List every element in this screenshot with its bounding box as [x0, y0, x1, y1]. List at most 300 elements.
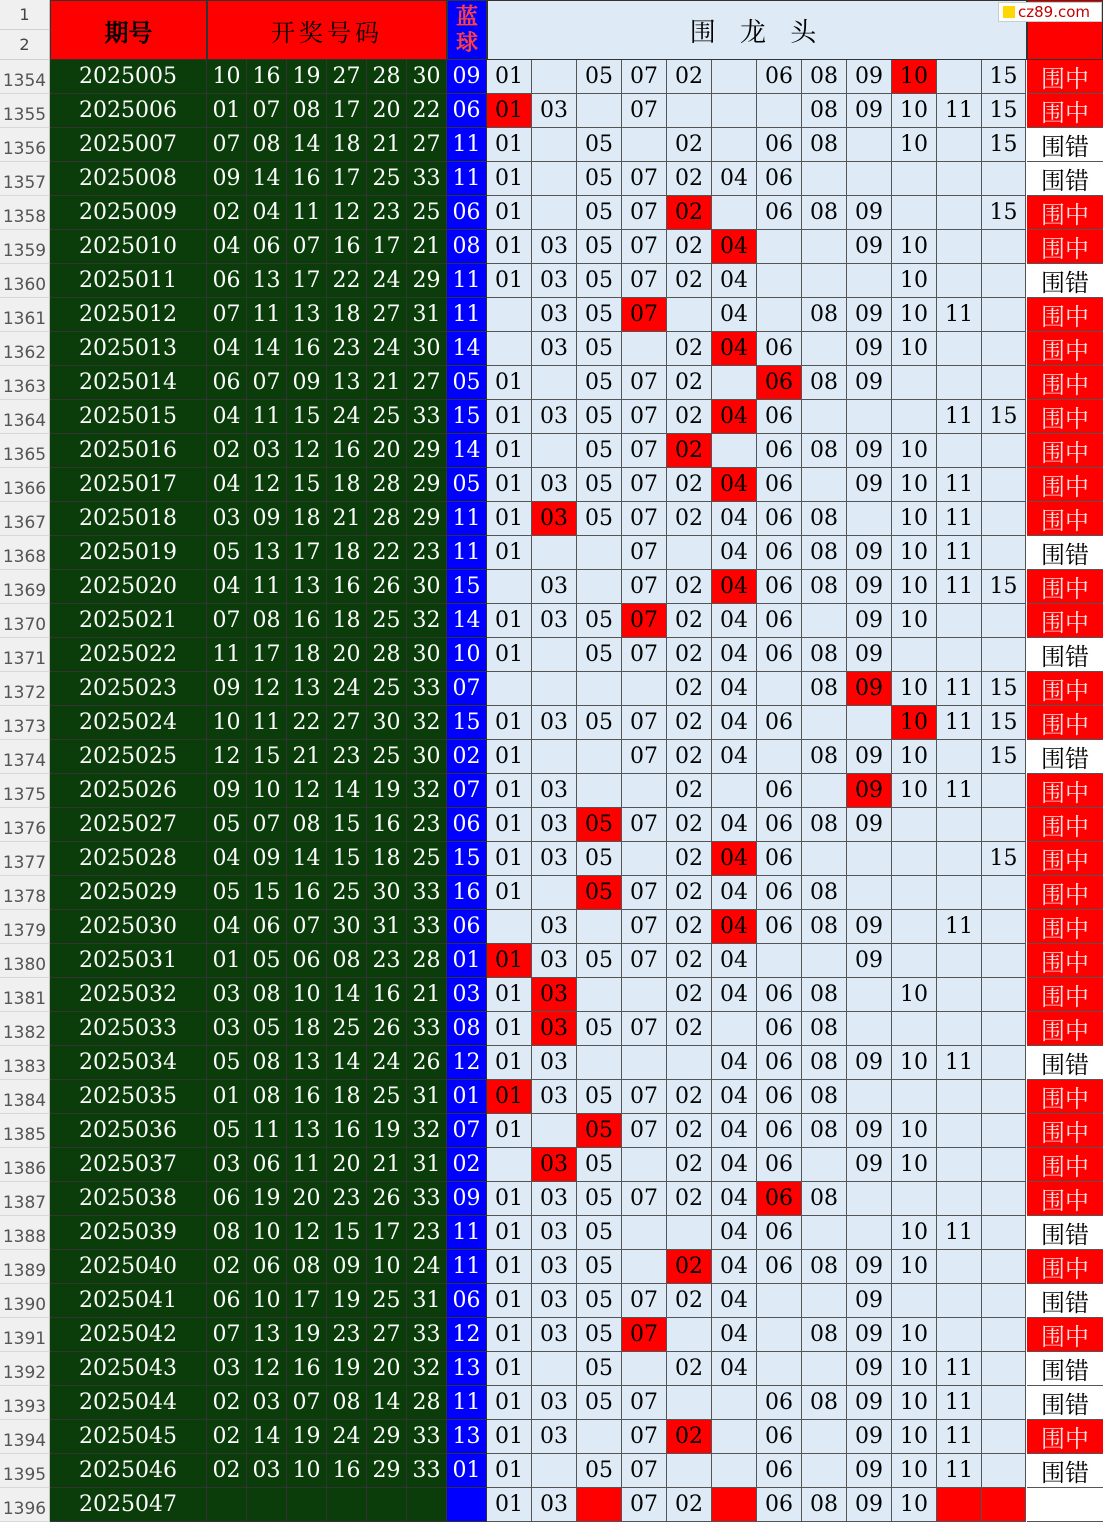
weilongtou-cell[interactable]: 01 — [487, 162, 532, 196]
blue-ball-cell[interactable]: 14 — [447, 332, 487, 366]
weilongtou-cell[interactable] — [982, 434, 1026, 468]
weilongtou-cell[interactable]: 07 — [622, 1488, 667, 1522]
weilongtou-cell[interactable]: 02 — [667, 1182, 712, 1216]
weilongtou-cell[interactable] — [667, 536, 712, 570]
weilongtou-cell[interactable]: 08 — [802, 1250, 847, 1284]
winning-number-cell[interactable]: 11 — [287, 196, 327, 230]
weilongtou-cell[interactable]: 02 — [667, 366, 712, 400]
winning-number-cell[interactable]: 23 — [327, 1182, 367, 1216]
winning-number-cell[interactable]: 02 — [207, 196, 247, 230]
winning-number-cell[interactable]: 06 — [287, 944, 327, 978]
weilongtou-cell[interactable] — [937, 1250, 982, 1284]
weilongtou-cell[interactable]: 03 — [532, 944, 577, 978]
winning-number-cell[interactable]: 31 — [407, 298, 447, 332]
weilongtou-cell[interactable]: 11 — [937, 910, 982, 944]
winning-number-cell[interactable]: 27 — [367, 298, 407, 332]
weilongtou-cell[interactable] — [757, 298, 802, 332]
weilongtou-cell[interactable]: 11 — [937, 468, 982, 502]
weilongtou-cell[interactable]: 03 — [532, 1216, 577, 1250]
weilongtou-cell[interactable]: 06 — [757, 638, 802, 672]
weilongtou-cell[interactable]: 08 — [802, 978, 847, 1012]
winning-number-cell[interactable]: 30 — [407, 740, 447, 774]
blue-ball-cell[interactable]: 06 — [447, 94, 487, 128]
weilongtou-cell[interactable]: 02 — [667, 1114, 712, 1148]
weilongtou-cell[interactable]: 02 — [667, 434, 712, 468]
winning-number-cell[interactable]: 31 — [367, 910, 407, 944]
weilongtou-cell[interactable]: 03 — [532, 1012, 577, 1046]
period-cell[interactable]: 2025026 — [50, 774, 207, 808]
weilongtou-cell[interactable] — [937, 1148, 982, 1182]
weilongtou-cell[interactable]: 09 — [847, 740, 892, 774]
weilongtou-cell[interactable]: 15 — [982, 400, 1026, 434]
weilongtou-cell[interactable]: 01 — [487, 264, 532, 298]
winning-number-cell[interactable]: 05 — [247, 1012, 287, 1046]
weilongtou-cell[interactable]: 02 — [667, 706, 712, 740]
winning-number-cell[interactable]: 05 — [207, 1114, 247, 1148]
weilongtou-cell[interactable] — [982, 1046, 1026, 1080]
weilongtou-cell[interactable] — [982, 604, 1026, 638]
winning-number-cell[interactable]: 25 — [407, 842, 447, 876]
winning-number-cell[interactable]: 16 — [367, 808, 407, 842]
winning-number-cell[interactable]: 04 — [207, 230, 247, 264]
weilongtou-cell[interactable]: 05 — [577, 808, 622, 842]
weilongtou-cell[interactable]: 05 — [577, 502, 622, 536]
winning-number-cell[interactable]: 13 — [287, 672, 327, 706]
weilongtou-cell[interactable] — [847, 978, 892, 1012]
weilongtou-cell[interactable] — [982, 1488, 1026, 1522]
weilongtou-cell[interactable] — [712, 1012, 757, 1046]
weilongtou-cell[interactable] — [577, 1046, 622, 1080]
weilongtou-cell[interactable] — [802, 162, 847, 196]
weilongtou-cell[interactable]: 10 — [892, 60, 937, 94]
weilongtou-cell[interactable]: 01 — [487, 1012, 532, 1046]
winning-number-cell[interactable]: 30 — [407, 638, 447, 672]
winning-number-cell[interactable]: 13 — [247, 1318, 287, 1352]
winning-number-cell[interactable]: 12 — [247, 672, 287, 706]
result-cell[interactable]: 围中 — [1027, 1182, 1103, 1216]
weilongtou-cell[interactable]: 04 — [712, 1114, 757, 1148]
winning-number-cell[interactable]: 33 — [407, 400, 447, 434]
weilongtou-cell[interactable]: 01 — [487, 808, 532, 842]
weilongtou-cell[interactable]: 11 — [937, 1046, 982, 1080]
weilongtou-cell[interactable]: 11 — [937, 94, 982, 128]
weilongtou-cell[interactable] — [577, 672, 622, 706]
weilongtou-cell[interactable] — [847, 502, 892, 536]
weilongtou-cell[interactable]: 02 — [667, 332, 712, 366]
weilongtou-cell[interactable]: 01 — [487, 468, 532, 502]
weilongtou-cell[interactable]: 07 — [622, 400, 667, 434]
weilongtou-cell[interactable] — [667, 94, 712, 128]
weilongtou-cell[interactable]: 10 — [892, 298, 937, 332]
result-cell[interactable]: 围中 — [1027, 1148, 1103, 1182]
weilongtou-cell[interactable]: 07 — [622, 1420, 667, 1454]
weilongtou-cell[interactable]: 04 — [712, 910, 757, 944]
winning-number-cell[interactable]: 02 — [207, 434, 247, 468]
result-cell[interactable]: 围错 — [1027, 264, 1103, 298]
weilongtou-cell[interactable]: 09 — [847, 332, 892, 366]
period-cell[interactable]: 2025030 — [50, 910, 207, 944]
weilongtou-cell[interactable] — [802, 468, 847, 502]
weilongtou-cell[interactable] — [847, 162, 892, 196]
winning-number-cell[interactable]: 09 — [207, 162, 247, 196]
winning-number-cell[interactable]: 08 — [247, 978, 287, 1012]
result-cell[interactable]: 围中 — [1027, 910, 1103, 944]
winning-number-cell[interactable]: 06 — [247, 910, 287, 944]
winning-number-cell[interactable]: 16 — [327, 434, 367, 468]
weilongtou-cell[interactable] — [847, 1216, 892, 1250]
winning-number-cell[interactable]: 09 — [327, 1250, 367, 1284]
winning-number-cell[interactable]: 22 — [407, 94, 447, 128]
weilongtou-cell[interactable]: 15 — [982, 570, 1026, 604]
weilongtou-cell[interactable]: 04 — [712, 400, 757, 434]
blue-ball-cell[interactable]: 11 — [447, 502, 487, 536]
weilongtou-cell[interactable] — [982, 1454, 1026, 1488]
winning-number-cell[interactable]: 18 — [327, 468, 367, 502]
weilongtou-cell[interactable] — [892, 162, 937, 196]
weilongtou-cell[interactable] — [982, 1012, 1026, 1046]
weilongtou-cell[interactable]: 01 — [487, 400, 532, 434]
weilongtou-cell[interactable]: 01 — [487, 1284, 532, 1318]
weilongtou-cell[interactable] — [802, 1454, 847, 1488]
weilongtou-cell[interactable] — [532, 434, 577, 468]
winning-number-cell[interactable]: 12 — [247, 468, 287, 502]
weilongtou-cell[interactable] — [712, 1386, 757, 1420]
winning-number-cell[interactable]: 04 — [207, 842, 247, 876]
weilongtou-cell[interactable]: 10 — [892, 1352, 937, 1386]
weilongtou-cell[interactable]: 09 — [847, 1114, 892, 1148]
winning-number-cell[interactable]: 23 — [407, 1216, 447, 1250]
weilongtou-cell[interactable]: 04 — [712, 298, 757, 332]
weilongtou-cell[interactable]: 02 — [667, 944, 712, 978]
weilongtou-cell[interactable] — [757, 1284, 802, 1318]
blue-ball-cell[interactable]: 11 — [447, 264, 487, 298]
weilongtou-cell[interactable]: 08 — [802, 570, 847, 604]
weilongtou-cell[interactable] — [982, 536, 1026, 570]
winning-number-cell[interactable]: 25 — [367, 1284, 407, 1318]
weilongtou-cell[interactable]: 04 — [712, 1284, 757, 1318]
blue-ball-cell[interactable]: 11 — [447, 1216, 487, 1250]
weilongtou-cell[interactable]: 15 — [982, 842, 1026, 876]
weilongtou-cell[interactable] — [532, 128, 577, 162]
weilongtou-cell[interactable]: 08 — [802, 1012, 847, 1046]
weilongtou-cell[interactable]: 05 — [577, 706, 622, 740]
blue-ball-cell[interactable]: 06 — [447, 808, 487, 842]
winning-number-cell[interactable]: 09 — [247, 502, 287, 536]
period-cell[interactable]: 2025019 — [50, 536, 207, 570]
weilongtou-cell[interactable] — [577, 1488, 622, 1522]
winning-number-cell[interactable]: 04 — [247, 196, 287, 230]
weilongtou-cell[interactable] — [937, 740, 982, 774]
winning-number-cell[interactable]: 03 — [207, 978, 247, 1012]
winning-number-cell[interactable]: 24 — [327, 1420, 367, 1454]
winning-number-cell[interactable]: 25 — [327, 876, 367, 910]
weilongtou-cell[interactable] — [532, 638, 577, 672]
weilongtou-cell[interactable] — [802, 944, 847, 978]
weilongtou-cell[interactable] — [982, 298, 1026, 332]
winning-number-cell[interactable]: 24 — [407, 1250, 447, 1284]
blue-ball-cell[interactable]: 07 — [447, 774, 487, 808]
weilongtou-cell[interactable] — [937, 230, 982, 264]
winning-number-cell[interactable]: 13 — [247, 536, 287, 570]
weilongtou-cell[interactable] — [847, 842, 892, 876]
weilongtou-cell[interactable]: 10 — [892, 672, 937, 706]
weilongtou-cell[interactable]: 05 — [577, 162, 622, 196]
weilongtou-cell[interactable]: 04 — [712, 876, 757, 910]
blue-ball-cell[interactable]: 11 — [447, 1250, 487, 1284]
weilongtou-cell[interactable] — [802, 1148, 847, 1182]
period-cell[interactable]: 2025011 — [50, 264, 207, 298]
weilongtou-cell[interactable]: 08 — [802, 1114, 847, 1148]
weilongtou-cell[interactable] — [937, 808, 982, 842]
period-cell[interactable]: 2025038 — [50, 1182, 207, 1216]
winning-number-cell[interactable]: 09 — [207, 774, 247, 808]
weilongtou-cell[interactable] — [802, 1352, 847, 1386]
weilongtou-cell[interactable]: 02 — [667, 196, 712, 230]
winning-number-cell[interactable] — [287, 1488, 327, 1522]
period-cell[interactable]: 2025013 — [50, 332, 207, 366]
weilongtou-cell[interactable] — [847, 1182, 892, 1216]
winning-number-cell[interactable]: 12 — [207, 740, 247, 774]
weilongtou-cell[interactable] — [982, 1114, 1026, 1148]
winning-number-cell[interactable]: 25 — [367, 162, 407, 196]
weilongtou-cell[interactable] — [577, 570, 622, 604]
weilongtou-cell[interactable]: 04 — [712, 536, 757, 570]
weilongtou-cell[interactable]: 06 — [757, 808, 802, 842]
weilongtou-cell[interactable]: 02 — [667, 842, 712, 876]
result-cell[interactable]: 围中 — [1027, 60, 1103, 94]
result-cell[interactable]: 围中 — [1027, 672, 1103, 706]
weilongtou-cell[interactable] — [982, 264, 1026, 298]
weilongtou-cell[interactable]: 02 — [667, 468, 712, 502]
winning-number-cell[interactable]: 19 — [247, 1182, 287, 1216]
weilongtou-cell[interactable]: 01 — [487, 1250, 532, 1284]
winning-number-cell[interactable]: 17 — [327, 162, 367, 196]
blue-ball-cell[interactable]: 15 — [447, 842, 487, 876]
blue-ball-cell[interactable]: 13 — [447, 1352, 487, 1386]
weilongtou-cell[interactable]: 04 — [712, 332, 757, 366]
winning-number-cell[interactable]: 03 — [207, 1352, 247, 1386]
result-cell[interactable]: 围错 — [1027, 1046, 1103, 1080]
weilongtou-cell[interactable]: 08 — [802, 1488, 847, 1522]
weilongtou-cell[interactable] — [847, 1080, 892, 1114]
weilongtou-cell[interactable]: 02 — [667, 1080, 712, 1114]
result-cell[interactable]: 围中 — [1027, 1250, 1103, 1284]
weilongtou-cell[interactable]: 05 — [577, 1012, 622, 1046]
weilongtou-cell[interactable] — [802, 604, 847, 638]
weilongtou-cell[interactable]: 04 — [712, 468, 757, 502]
weilongtou-cell[interactable] — [937, 1284, 982, 1318]
period-cell[interactable]: 2025046 — [50, 1454, 207, 1488]
winning-number-cell[interactable]: 24 — [327, 400, 367, 434]
blue-ball-cell[interactable]: 16 — [447, 876, 487, 910]
weilongtou-cell[interactable] — [667, 298, 712, 332]
weilongtou-cell[interactable] — [487, 298, 532, 332]
winning-number-cell[interactable]: 23 — [407, 808, 447, 842]
weilongtou-cell[interactable]: 04 — [712, 570, 757, 604]
weilongtou-cell[interactable]: 10 — [892, 1216, 937, 1250]
weilongtou-cell[interactable]: 04 — [712, 264, 757, 298]
weilongtou-cell[interactable]: 02 — [667, 910, 712, 944]
winning-number-cell[interactable]: 14 — [247, 162, 287, 196]
winning-number-cell[interactable]: 27 — [367, 1318, 407, 1352]
winning-number-cell[interactable]: 32 — [407, 604, 447, 638]
winning-number-cell[interactable]: 12 — [287, 1216, 327, 1250]
weilongtou-cell[interactable]: 07 — [622, 876, 667, 910]
weilongtou-cell[interactable]: 03 — [532, 264, 577, 298]
weilongtou-cell[interactable] — [712, 434, 757, 468]
weilongtou-cell[interactable] — [982, 1182, 1026, 1216]
result-cell[interactable]: 围中 — [1027, 400, 1103, 434]
winning-number-cell[interactable]: 20 — [287, 1182, 327, 1216]
result-cell[interactable]: 围中 — [1027, 842, 1103, 876]
weilongtou-cell[interactable] — [532, 366, 577, 400]
weilongtou-cell[interactable]: 06 — [757, 502, 802, 536]
weilongtou-cell[interactable]: 06 — [757, 604, 802, 638]
weilongtou-cell[interactable] — [982, 1216, 1026, 1250]
weilongtou-cell[interactable] — [982, 230, 1026, 264]
winning-number-cell[interactable]: 13 — [247, 264, 287, 298]
weilongtou-cell[interactable]: 01 — [487, 230, 532, 264]
winning-number-cell[interactable]: 20 — [367, 1352, 407, 1386]
weilongtou-cell[interactable]: 05 — [577, 1080, 622, 1114]
weilongtou-cell[interactable]: 04 — [712, 230, 757, 264]
weilongtou-cell[interactable] — [937, 162, 982, 196]
winning-number-cell[interactable]: 15 — [287, 468, 327, 502]
result-cell[interactable]: 围中 — [1027, 94, 1103, 128]
weilongtou-cell[interactable] — [892, 638, 937, 672]
winning-number-cell[interactable]: 25 — [327, 1012, 367, 1046]
weilongtou-cell[interactable]: 10 — [892, 774, 937, 808]
weilongtou-cell[interactable] — [532, 1454, 577, 1488]
winning-number-cell[interactable]: 33 — [407, 1318, 447, 1352]
winning-number-cell[interactable]: 17 — [327, 94, 367, 128]
blue-ball-cell[interactable]: 05 — [447, 366, 487, 400]
weilongtou-cell[interactable]: 09 — [847, 774, 892, 808]
weilongtou-cell[interactable] — [712, 196, 757, 230]
blue-ball-cell[interactable]: 11 — [447, 128, 487, 162]
period-cell[interactable]: 2025020 — [50, 570, 207, 604]
weilongtou-cell[interactable] — [982, 1148, 1026, 1182]
weilongtou-cell[interactable]: 03 — [532, 774, 577, 808]
winning-number-cell[interactable]: 27 — [327, 706, 367, 740]
result-cell[interactable] — [1027, 1488, 1103, 1522]
winning-number-cell[interactable]: 16 — [287, 1080, 327, 1114]
weilongtou-cell[interactable]: 06 — [757, 1182, 802, 1216]
weilongtou-cell[interactable]: 15 — [982, 94, 1026, 128]
period-cell[interactable]: 2025031 — [50, 944, 207, 978]
weilongtou-cell[interactable]: 02 — [667, 400, 712, 434]
weilongtou-cell[interactable]: 01 — [487, 434, 532, 468]
weilongtou-cell[interactable]: 07 — [622, 264, 667, 298]
weilongtou-cell[interactable]: 05 — [577, 366, 622, 400]
weilongtou-cell[interactable] — [982, 366, 1026, 400]
weilongtou-cell[interactable]: 07 — [622, 944, 667, 978]
winning-number-cell[interactable]: 11 — [247, 570, 287, 604]
winning-number-cell[interactable]: 20 — [327, 638, 367, 672]
winning-number-cell[interactable]: 13 — [287, 570, 327, 604]
period-cell[interactable]: 2025028 — [50, 842, 207, 876]
weilongtou-cell[interactable] — [892, 400, 937, 434]
weilongtou-cell[interactable]: 11 — [937, 1386, 982, 1420]
weilongtou-cell[interactable]: 03 — [532, 842, 577, 876]
winning-number-cell[interactable]: 33 — [407, 910, 447, 944]
weilongtou-cell[interactable]: 08 — [802, 128, 847, 162]
winning-number-cell[interactable]: 05 — [207, 1046, 247, 1080]
winning-number-cell[interactable]: 05 — [207, 808, 247, 842]
result-cell[interactable]: 围中 — [1027, 944, 1103, 978]
period-cell[interactable]: 2025044 — [50, 1386, 207, 1420]
winning-number-cell[interactable] — [367, 1488, 407, 1522]
weilongtou-cell[interactable]: 02 — [667, 60, 712, 94]
weilongtou-cell[interactable] — [937, 60, 982, 94]
result-cell[interactable]: 围错 — [1027, 1454, 1103, 1488]
weilongtou-cell[interactable]: 08 — [802, 502, 847, 536]
weilongtou-cell[interactable] — [622, 128, 667, 162]
winning-number-cell[interactable]: 30 — [327, 910, 367, 944]
winning-number-cell[interactable]: 14 — [327, 978, 367, 1012]
winning-number-cell[interactable]: 18 — [287, 638, 327, 672]
result-cell[interactable]: 围错 — [1027, 1284, 1103, 1318]
weilongtou-cell[interactable]: 10 — [892, 1454, 937, 1488]
winning-number-cell[interactable]: 15 — [247, 740, 287, 774]
weilongtou-cell[interactable] — [532, 1352, 577, 1386]
weilongtou-cell[interactable]: 09 — [847, 570, 892, 604]
weilongtou-cell[interactable]: 10 — [892, 502, 937, 536]
winning-number-cell[interactable]: 19 — [327, 1284, 367, 1318]
weilongtou-cell[interactable]: 15 — [982, 706, 1026, 740]
weilongtou-cell[interactable]: 06 — [757, 706, 802, 740]
weilongtou-cell[interactable]: 05 — [577, 196, 622, 230]
weilongtou-cell[interactable] — [712, 1454, 757, 1488]
winning-number-cell[interactable]: 33 — [407, 672, 447, 706]
winning-number-cell[interactable]: 05 — [207, 536, 247, 570]
weilongtou-cell[interactable]: 09 — [847, 60, 892, 94]
weilongtou-cell[interactable]: 11 — [937, 536, 982, 570]
result-cell[interactable]: 围中 — [1027, 706, 1103, 740]
blue-ball-cell[interactable]: 02 — [447, 740, 487, 774]
weilongtou-cell[interactable]: 06 — [757, 978, 802, 1012]
weilongtou-cell[interactable]: 02 — [667, 1148, 712, 1182]
period-cell[interactable]: 2025006 — [50, 94, 207, 128]
winning-number-cell[interactable]: 06 — [207, 1284, 247, 1318]
period-cell[interactable]: 2025039 — [50, 1216, 207, 1250]
weilongtou-cell[interactable]: 06 — [757, 434, 802, 468]
weilongtou-cell[interactable]: 01 — [487, 536, 532, 570]
weilongtou-cell[interactable] — [937, 434, 982, 468]
winning-number-cell[interactable]: 14 — [327, 1046, 367, 1080]
period-cell[interactable]: 2025047 — [50, 1488, 207, 1522]
result-cell[interactable]: 围错 — [1027, 1386, 1103, 1420]
winning-number-cell[interactable]: 16 — [287, 332, 327, 366]
weilongtou-cell[interactable]: 09 — [847, 468, 892, 502]
weilongtou-cell[interactable]: 04 — [712, 1216, 757, 1250]
weilongtou-cell[interactable]: 05 — [577, 1114, 622, 1148]
weilongtou-cell[interactable] — [937, 1080, 982, 1114]
winning-number-cell[interactable]: 22 — [367, 536, 407, 570]
weilongtou-cell[interactable] — [892, 944, 937, 978]
winning-number-cell[interactable]: 21 — [407, 230, 447, 264]
blue-ball-cell[interactable]: 07 — [447, 1114, 487, 1148]
weilongtou-cell[interactable]: 06 — [757, 60, 802, 94]
winning-number-cell[interactable]: 07 — [287, 230, 327, 264]
weilongtou-cell[interactable]: 06 — [757, 332, 802, 366]
weilongtou-cell[interactable] — [532, 740, 577, 774]
weilongtou-cell[interactable]: 08 — [802, 196, 847, 230]
weilongtou-cell[interactable]: 04 — [712, 672, 757, 706]
winning-number-cell[interactable]: 11 — [287, 1148, 327, 1182]
weilongtou-cell[interactable] — [982, 332, 1026, 366]
weilongtou-cell[interactable]: 01 — [487, 842, 532, 876]
